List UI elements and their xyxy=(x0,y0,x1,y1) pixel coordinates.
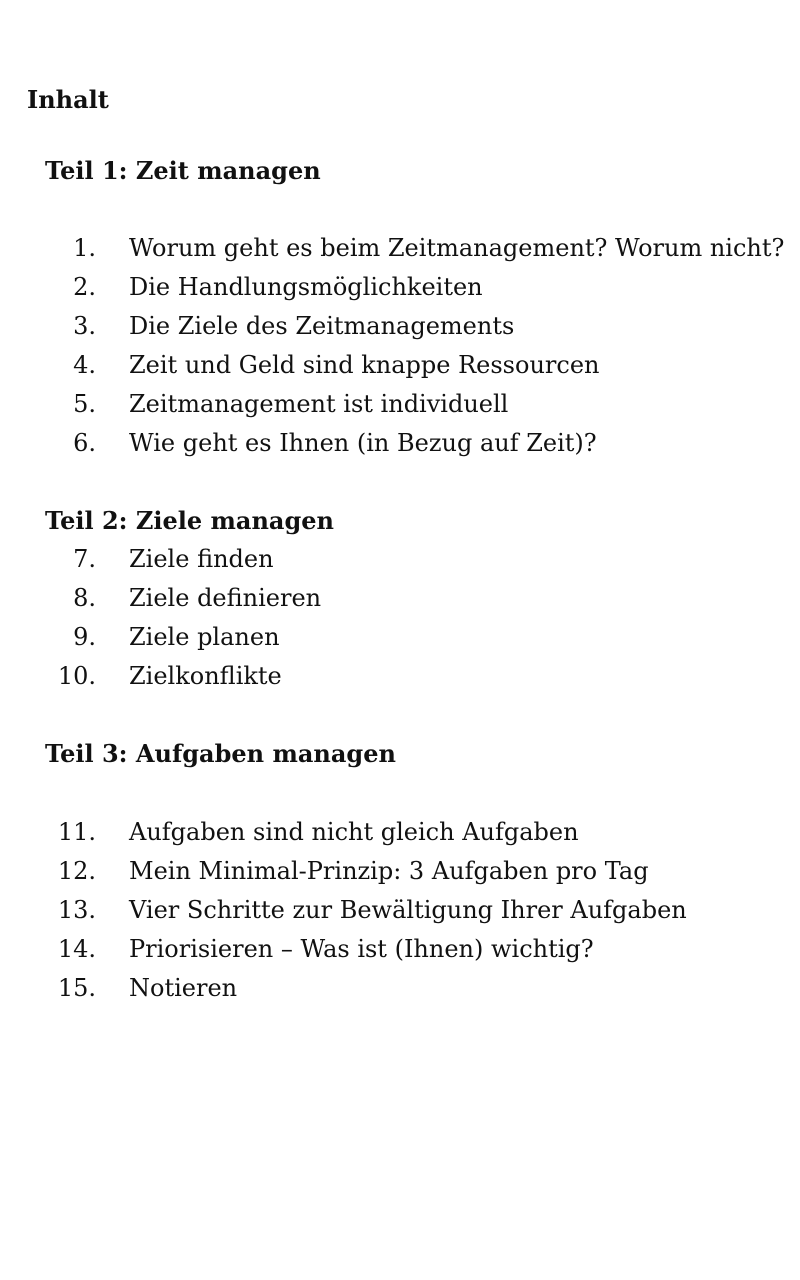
toc-list xyxy=(0,813,800,1008)
toc-item[interactable] xyxy=(0,891,800,930)
toc-item[interactable] xyxy=(0,268,800,307)
item-number: 5. xyxy=(73,390,96,418)
item-title: Ziele finden xyxy=(129,545,274,573)
item-number: 9. xyxy=(73,623,96,651)
toc-list xyxy=(0,540,800,696)
toc-item[interactable] xyxy=(0,424,800,463)
toc-item[interactable] xyxy=(0,969,800,1008)
part-heading: Teil 2: Ziele managen xyxy=(45,506,334,535)
toc-item[interactable] xyxy=(0,346,800,385)
toc-item[interactable] xyxy=(0,385,800,424)
item-title: Die Handlungsmöglichkeiten xyxy=(129,273,483,301)
item-title: Ziele planen xyxy=(129,623,280,651)
item-title: Worum geht es beim Zeitmanagement? Worum nicht? xyxy=(129,234,785,262)
toc-item[interactable] xyxy=(0,657,800,696)
item-title: Mein Minimal-Prinzip: 3 Aufgaben pro Tag xyxy=(129,857,649,885)
item-title: Ziele definieren xyxy=(129,584,322,612)
toc-item[interactable] xyxy=(0,540,800,579)
toc-item[interactable] xyxy=(0,229,800,268)
toc-list xyxy=(0,229,800,463)
item-number: 2. xyxy=(73,273,96,301)
part-heading: Teil 1: Zeit managen xyxy=(45,156,321,185)
item-title: Aufgaben sind nicht gleich Aufgaben xyxy=(129,818,579,846)
toc-item[interactable] xyxy=(0,930,800,969)
item-title: Wie geht es Ihnen (in Bezug auf Zeit)? xyxy=(129,429,597,457)
item-number: 14. xyxy=(57,935,96,963)
toc-item[interactable] xyxy=(0,618,800,657)
item-number: 8. xyxy=(73,584,96,612)
item-number: 6. xyxy=(73,429,96,457)
toc-item[interactable] xyxy=(0,813,800,852)
part-heading: Teil 3: Aufgaben managen xyxy=(45,739,396,768)
item-title: Priorisieren – Was ist (Ihnen) wichtig? xyxy=(129,935,594,963)
item-title: Notieren xyxy=(129,974,238,1002)
item-title: Zeit und Geld sind knappe Ressourcen xyxy=(129,351,600,379)
item-number: 15. xyxy=(57,974,96,1002)
item-title: Zeitmanagement ist individuell xyxy=(129,390,509,418)
item-title: Vier Schritte zur Bewältigung Ihrer Aufgaben xyxy=(129,896,687,924)
item-number: 4. xyxy=(73,351,96,379)
toc-item[interactable] xyxy=(0,307,800,346)
toc-item[interactable] xyxy=(0,852,800,891)
item-title: Die Ziele des Zeitmanagements xyxy=(129,312,515,340)
item-number: 3. xyxy=(73,312,96,340)
toc-item[interactable] xyxy=(0,579,800,618)
item-number: 1. xyxy=(73,234,96,262)
toc-title: Inhalt xyxy=(27,85,109,114)
item-number: 12. xyxy=(57,857,96,885)
item-number: 10. xyxy=(57,662,96,690)
item-number: 13. xyxy=(57,896,96,924)
item-number: 11. xyxy=(57,818,96,846)
item-title: Zielkonflikte xyxy=(129,662,282,690)
item-number: 7. xyxy=(73,545,96,573)
